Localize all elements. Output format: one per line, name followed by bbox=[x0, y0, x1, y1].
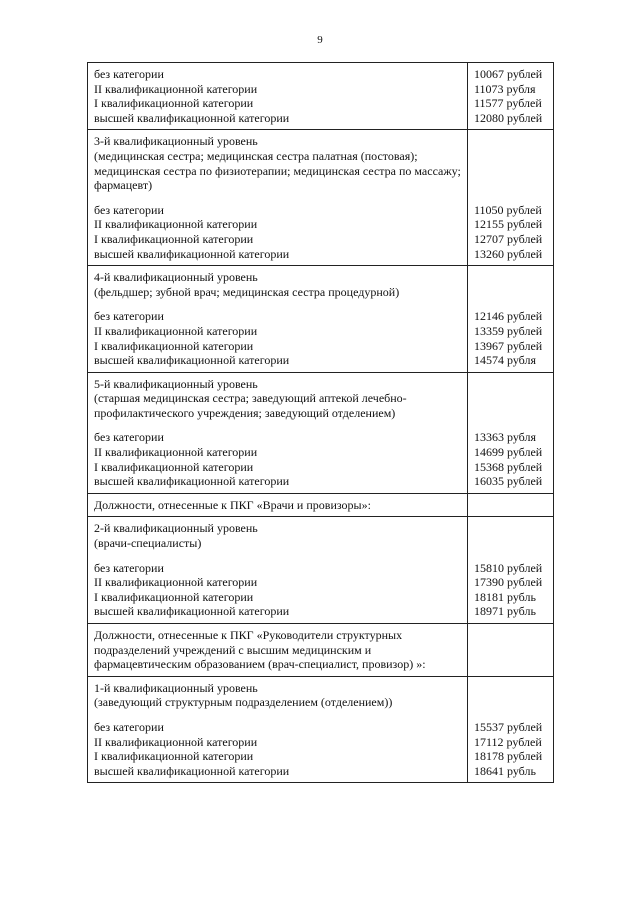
salary-value: 18181 рубль bbox=[474, 589, 536, 604]
spacer bbox=[94, 193, 461, 203]
salary-value: 12146 рублей bbox=[474, 309, 543, 324]
position-cell bbox=[88, 372, 468, 493]
table-row bbox=[88, 372, 554, 493]
page-number: 9 bbox=[317, 34, 323, 46]
level-title: 1-й квалификационный уровень bbox=[94, 680, 258, 695]
spacer bbox=[94, 710, 461, 720]
salary-value: 18178 рублей bbox=[474, 749, 543, 764]
grade-label: I квалификационной категории bbox=[94, 96, 254, 111]
salary-cell bbox=[468, 266, 554, 373]
salary-cell bbox=[468, 63, 554, 130]
salary-value: 17390 рублей bbox=[474, 575, 543, 590]
salary-value: 13363 рубля bbox=[474, 430, 536, 445]
grade-label: высшей квалификационной категории bbox=[94, 110, 290, 125]
table-row bbox=[88, 130, 554, 266]
grade-label: II квалификационной категории bbox=[94, 81, 258, 96]
level-positions: (старшая медицинская сестра; заведующий аптекой лечебно-профилактического учреждения; заведующий отделением) bbox=[94, 391, 407, 420]
level-title: 5-й квалификационный уровень bbox=[94, 376, 258, 391]
grade-label: высшей квалификационной категории bbox=[94, 353, 290, 368]
grade-label: I квалификационной категории bbox=[94, 231, 254, 246]
salary-value: 18971 рубль bbox=[474, 604, 536, 619]
section-title: Должности, отнесенные к ПКГ «Руководители структурных подразделений учреждений с высшим медицинским и фармацевтическим образованием (врач-специалист, провизор) »: bbox=[94, 628, 426, 672]
salary-value: 12080 рублей bbox=[474, 110, 543, 125]
grade-label: I квалификационной категории bbox=[94, 589, 254, 604]
grade-label: I квалификационной категории bbox=[94, 749, 254, 764]
salary-cell bbox=[468, 493, 554, 517]
position-cell bbox=[88, 517, 468, 624]
spacer bbox=[94, 299, 461, 309]
spacer bbox=[94, 551, 461, 561]
grade-label: II квалификационной категории bbox=[94, 445, 258, 460]
salary-value: 15537 рублей bbox=[474, 719, 543, 734]
salary-value: 12707 рублей bbox=[474, 231, 543, 246]
salary-value: 18641 рубль bbox=[474, 763, 536, 778]
level-positions: (врачи-специалисты) bbox=[94, 536, 202, 551]
position-cell bbox=[88, 130, 468, 266]
level-positions: (фельдшер; зубной врач; медицинская сестра процедурной) bbox=[94, 284, 400, 299]
level-title: 2-й квалификационный уровень bbox=[94, 521, 258, 536]
section-row bbox=[88, 493, 554, 517]
section-title: Должности, отнесенные к ПКГ «Врачи и провизоры»: bbox=[94, 497, 371, 512]
salary-table bbox=[87, 62, 554, 783]
level-title: 4-й квалификационный уровень bbox=[94, 270, 258, 285]
position-cell bbox=[88, 624, 468, 677]
salary-value: 14699 рублей bbox=[474, 445, 543, 460]
grade-label: II квалификационной категории bbox=[94, 323, 258, 338]
level-title: 3-й квалификационный уровень bbox=[94, 134, 258, 149]
salary-cell bbox=[468, 517, 554, 624]
salary-value: 11073 рубля bbox=[474, 81, 536, 96]
salary-cell bbox=[468, 624, 554, 677]
grade-label: без категории bbox=[94, 560, 164, 575]
position-cell bbox=[88, 63, 468, 130]
grade-label: без категории bbox=[94, 67, 164, 81]
grade-label: I квалификационной категории bbox=[94, 338, 254, 353]
grade-label: высшей квалификационной категории bbox=[94, 246, 290, 261]
salary-cell bbox=[468, 676, 554, 783]
salary-value: 15368 рублей bbox=[474, 459, 543, 474]
salary-value: 13359 рублей bbox=[474, 323, 543, 338]
position-cell bbox=[88, 493, 468, 517]
table-row bbox=[88, 63, 554, 130]
grade-label: без категории bbox=[94, 202, 164, 217]
grade-label: II квалификационной категории bbox=[94, 217, 258, 232]
grade-label: высшей квалификационной категории bbox=[94, 474, 290, 489]
salary-cell bbox=[468, 130, 554, 266]
grade-label: высшей квалификационной категории bbox=[94, 604, 290, 619]
salary-value: 16035 рублей bbox=[474, 474, 543, 489]
grade-label: без категории bbox=[94, 719, 164, 734]
spacer bbox=[94, 420, 461, 430]
position-cell bbox=[88, 266, 468, 373]
grade-label: без категории bbox=[94, 430, 164, 445]
salary-value: 11577 рублей bbox=[474, 96, 542, 111]
salary-value: 10067 рублей bbox=[474, 67, 543, 81]
level-positions: (медицинская сестра; медицинская сестра палатная (постовая); медицинская сестра по физиотерапии; медицинская сестра по массажу; фармацевт) bbox=[94, 148, 461, 193]
table-row bbox=[88, 266, 554, 373]
grade-label: без категории bbox=[94, 309, 164, 324]
salary-value: 15810 рублей bbox=[474, 560, 543, 575]
salary-value: 14574 рубля bbox=[474, 353, 536, 368]
level-positions: (заведующий структурным подразделением (отделением)) bbox=[94, 695, 393, 710]
table-row bbox=[88, 676, 554, 783]
grade-label: I квалификационной категории bbox=[94, 459, 254, 474]
grade-label: II квалификационной категории bbox=[94, 575, 258, 590]
salary-value: 17112 рублей bbox=[474, 734, 542, 749]
section-row bbox=[88, 624, 554, 677]
grade-label: II квалификационной категории bbox=[94, 734, 258, 749]
salary-value: 12155 рублей bbox=[474, 217, 543, 232]
table-row bbox=[88, 517, 554, 624]
salary-value: 13967 рублей bbox=[474, 338, 543, 353]
salary-value: 11050 рублей bbox=[474, 202, 542, 217]
salary-value: 13260 рублей bbox=[474, 246, 543, 261]
salary-cell bbox=[468, 372, 554, 493]
position-cell bbox=[88, 676, 468, 783]
grade-label: высшей квалификационной категории bbox=[94, 763, 290, 778]
